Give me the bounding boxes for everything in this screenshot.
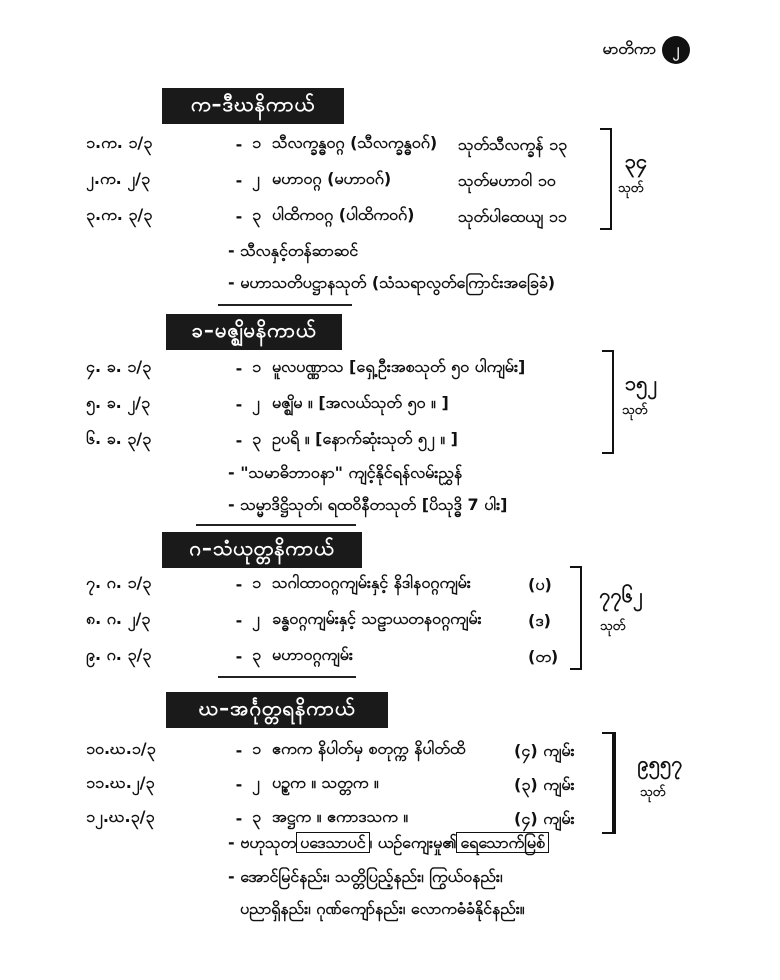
item-tail: (တ) xyxy=(528,647,559,666)
dash: - xyxy=(235,394,243,414)
item-tail: (၄) ကျမ်း xyxy=(514,809,575,828)
header-title: မာတိကာ xyxy=(602,39,656,58)
volume-code: ၈. ဂ. ၂/၃ xyxy=(86,609,151,628)
item-index: ၃ xyxy=(252,807,261,826)
dash: - xyxy=(235,574,243,594)
item-text: မဟာဝဂ္ဂကျမ်း xyxy=(272,645,353,664)
sutta-unit: သုတ် xyxy=(622,403,648,418)
volume-code: ၇. ဂ. ၁/၃ xyxy=(86,573,152,592)
item-text: မူလပဏ္ဏာသ [ရှေ့ဦးအစသုတ် ၅၀ ပါကျမ်း] xyxy=(272,357,526,376)
page-number: ၂ xyxy=(662,36,690,64)
item-text: ဧကက နိပါတ်မှ စတုက္က နိပါတ်ထိ xyxy=(272,739,466,758)
item-index: ၂ xyxy=(252,393,260,412)
dash: - xyxy=(235,170,243,190)
item-index: ၃ xyxy=(252,645,261,664)
sutta-total: ၇၇၆၂ xyxy=(599,583,643,607)
list-item xyxy=(86,426,458,454)
item-index: ၃ xyxy=(252,429,261,448)
volume-code: ၉. ဂ. ၃/၃ xyxy=(86,645,152,664)
section-heading: က–ဒီဃနိကာယ် xyxy=(162,88,344,124)
item-text: ဥပရိ ။ [နောက်ဆုံးသုတ် ၅၂ ။ ] xyxy=(272,429,458,448)
item-text: မဟာဝဂ္ဂ (မဟာဝဂ်) xyxy=(272,169,392,188)
volume-code: ၆. ခ. ၃/၃ xyxy=(86,429,152,448)
dash: - xyxy=(235,740,243,760)
item-index: ၂ xyxy=(252,773,260,792)
item-index: ၃ xyxy=(252,205,261,224)
item-text: ခန္ဓဝဂ္ဂကျမ်းနှင့် သဠာယတနဝဂ္ဂကျမ်း xyxy=(272,609,482,628)
page-header xyxy=(602,36,690,64)
group-brace xyxy=(602,350,614,454)
list-item xyxy=(86,804,408,832)
volume-code: ၃.က. ၃/၃ xyxy=(86,205,153,224)
sutta-total: ၉၅၅၇ xyxy=(637,751,683,775)
list-item xyxy=(86,354,525,382)
note-line: - "သမာဓိဘာဝနာ" ကျင့်နိုင်ရန်လမ်းညွှန် xyxy=(228,463,463,482)
dash: - xyxy=(235,774,243,794)
item-text: ပဉ္စက ။ သတ္တက ။ xyxy=(272,773,379,792)
dash: - xyxy=(235,134,243,154)
dash: - xyxy=(235,430,243,450)
item-tail: (ဒ) xyxy=(528,611,551,630)
item-index: ၁ xyxy=(252,133,261,152)
note-line: - သီလနှင့်တန်ဆာဆင် xyxy=(228,241,359,260)
volume-code: ၁၀.ဃ.၁/၃ xyxy=(86,739,156,758)
item-tail: သုတ်မဟာဝါ ၁၀ xyxy=(458,171,556,190)
volume-code: ၁၂.ဃ.၃/၃ xyxy=(86,807,155,826)
item-text: ပါထိကဝဂ္ဂ (ပါထိကဝဂ်) xyxy=(272,205,415,224)
dash: - xyxy=(235,808,243,828)
list-item xyxy=(86,130,437,158)
note-line xyxy=(228,832,549,856)
group-brace xyxy=(570,566,582,670)
list-item xyxy=(86,166,391,194)
item-index: ၁ xyxy=(252,357,261,376)
sutta-unit: သုတ် xyxy=(618,181,644,196)
item-index: ၂ xyxy=(252,169,260,188)
list-item xyxy=(86,642,353,670)
volume-code: ၄. ခ. ၁/၃ xyxy=(86,357,152,376)
section-heading: ခ–မဇ္ဈိမနိကာယ် xyxy=(166,314,342,350)
volume-code: ၅. ခ. ၂/၃ xyxy=(86,393,150,412)
item-text: မဇ္ဈိမ ။ [အလယ်သုတ် ၅၀ ။ ] xyxy=(272,393,449,412)
boxed-term: ပဒေသာပင် xyxy=(296,832,370,853)
dash: - xyxy=(235,646,243,666)
section-heading: ဃ–အင်္ဂုတ္တရနိကာယ် xyxy=(166,692,388,728)
list-item xyxy=(86,770,379,798)
note-line: - သမ္မာဒိဋ္ဌိသုတ်၊ ရထဝိနီတသုတ် [ပိသုဒ္ဓိ 7 ပါး] xyxy=(228,495,508,514)
sutta-unit: သုတ် xyxy=(600,619,626,634)
boxed-term: ရေသောက်မြစ် xyxy=(456,832,548,853)
note-line: - မဟာသတိပဋ္ဌာနသုတ် (သံသရာလွတ်ကြောင်းအခြေခံ) xyxy=(228,273,556,292)
volume-code: ၁၁.ဃ.၂/၃ xyxy=(86,773,155,792)
item-tail: သုတ်သီလက္ခန် ၁၃ xyxy=(458,135,568,154)
item-tail: သုတ်ပါထေယျ ၁၁ xyxy=(458,207,567,226)
note-text: ၊ ယဉ်ကျေးမှု၏ xyxy=(369,833,457,852)
divider xyxy=(196,524,356,526)
dash: - xyxy=(235,206,243,226)
group-brace xyxy=(600,128,612,230)
item-index: ၂ xyxy=(252,609,260,628)
item-tail: (၃) ကျမ်း xyxy=(514,775,575,794)
note-line: - အောင်မြင်နည်း၊ သတ္တိပြည့်နည်း၊ ကြွယ်ဝနည်း၊ xyxy=(228,867,503,886)
item-tail: (ပ) xyxy=(528,575,552,594)
item-index: ၁ xyxy=(252,573,261,592)
dash: - xyxy=(235,610,243,630)
sutta-unit: သုတ် xyxy=(640,785,666,800)
divider xyxy=(218,676,356,678)
list-item xyxy=(86,606,482,634)
item-text: သဂါထာဝဂ္ဂကျမ်းနှင့် နိဒါနဝဂ္ဂကျမ်း xyxy=(272,573,471,592)
list-item xyxy=(86,202,414,230)
list-item xyxy=(86,736,465,764)
list-item xyxy=(86,570,471,598)
volume-code: ၁.က. ၁/၃ xyxy=(86,133,153,152)
list-item xyxy=(86,390,449,418)
item-index: ၁ xyxy=(252,739,261,758)
note-text: - ဗဟုသုတ xyxy=(228,833,297,852)
sutta-total: ၁၅၂ xyxy=(624,371,658,395)
dash: - xyxy=(235,358,243,378)
section-heading: ဂ–သံယုတ္တနိကာယ် xyxy=(162,532,362,568)
divider xyxy=(218,304,352,306)
item-text: အဋ္ဌက ။ ဧကာဒသက ။ xyxy=(272,807,409,826)
sutta-total: ၃၄ xyxy=(624,149,648,173)
item-tail: (၄) ကျမ်း xyxy=(514,741,575,760)
volume-code: ၂.က. ၂/၃ xyxy=(86,169,150,188)
item-text: သီလက္ခန္ဓဝဂ္ဂ (သီလက္ခန္ဓဝဂ်) xyxy=(272,133,438,152)
note-line: ပညာရှိနည်း၊ ဂုဏ်ကျော်နည်း၊ လောကဓံခံနိုင်နည်း။ xyxy=(240,899,525,918)
group-brace xyxy=(602,732,616,834)
